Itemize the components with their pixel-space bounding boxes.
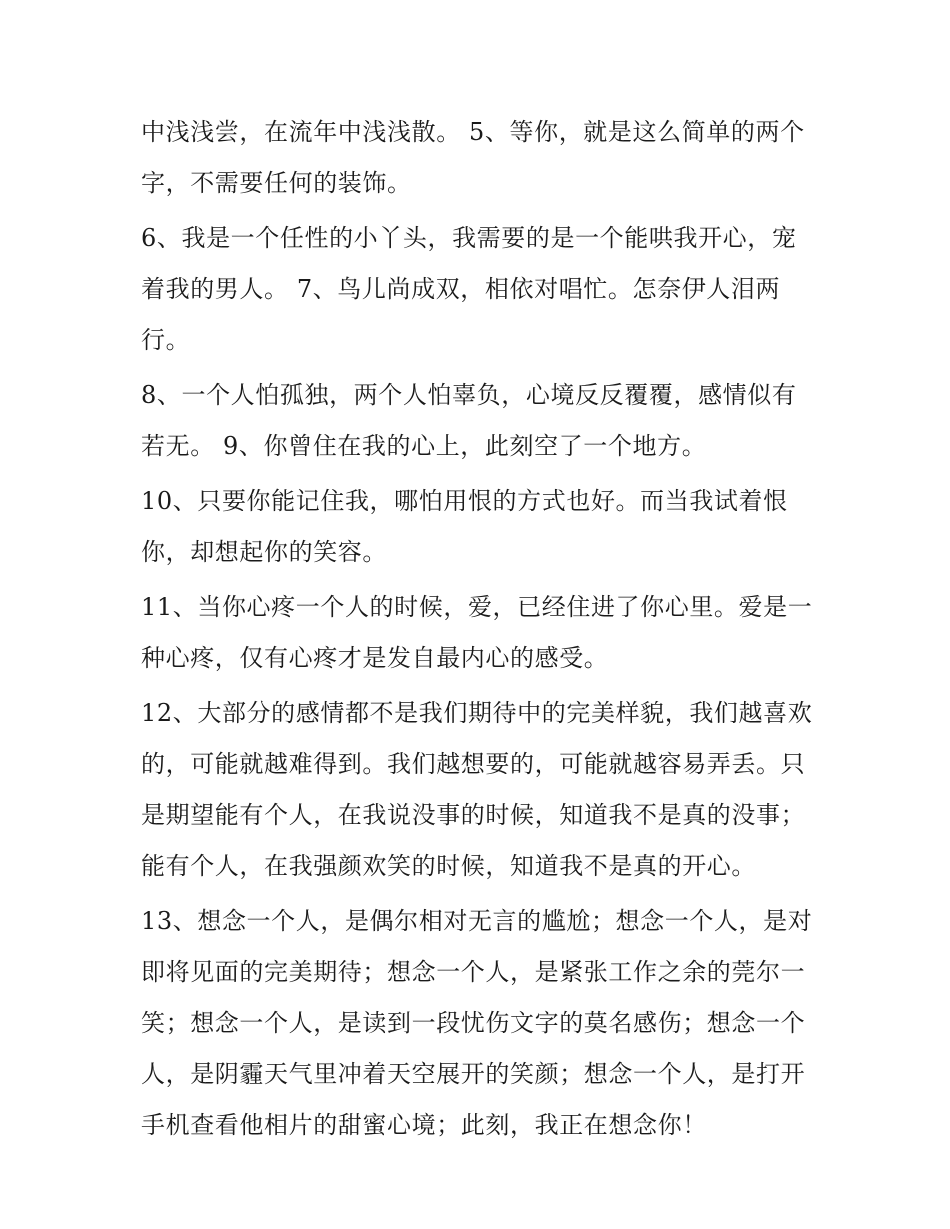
paragraph: 6、我是一个任性的小丫头，我需要的是一个能哄我开心，宠着我的男人。 7、鸟儿尚成双，相依对唱忙。怎奈伊人泪两行。	[141, 224, 797, 354]
paragraph: 11、当你心疼一个人的时候，爱，已经住进了你心里。爱是一种心疼，仅有心疼才是发自最内心的感受。	[141, 593, 813, 672]
paragraph: 12、大部分的感情都不是我们期待中的完美样貌，我们越喜欢的，可能就越难得到。我们越想要的，可能就越容易弄丢。只是期望能有个人，在我说没事的时候，知道我不是真的没事；能有个人，在我强颜欢笑的时候，知道我不是真的开心。	[141, 699, 813, 880]
paragraph: 中浅浅尝，在流年中浅浅散。 5、等你，就是这么简单的两个字，不需要任何的装饰。	[141, 118, 805, 197]
paragraph: 8、一个人怕孤独，两个人怕辜负，心境反反覆覆，感情似有若无。 9、你曾住在我的心上，此刻空了一个地方。	[141, 381, 797, 460]
document-body	[141, 107, 821, 1155]
paragraph: 13、想念一个人，是偶尔相对无言的尴尬；想念一个人，是对即将见面的完美期待；想念一个人，是紧张工作之余的莞尔一笑；想念一个人，是读到一段忧伤文字的莫名感伤；想念一个人，是阴霾天气里冲着天空展开的笑颜；想念一个人，是打开手机查看他相片的甜蜜心境；此刻，我正在想念你！	[141, 907, 813, 1139]
paragraph: 10、只要你能记住我，哪怕用恨的方式也好。而当我试着恨你，却想起你的笑容。	[141, 487, 788, 566]
